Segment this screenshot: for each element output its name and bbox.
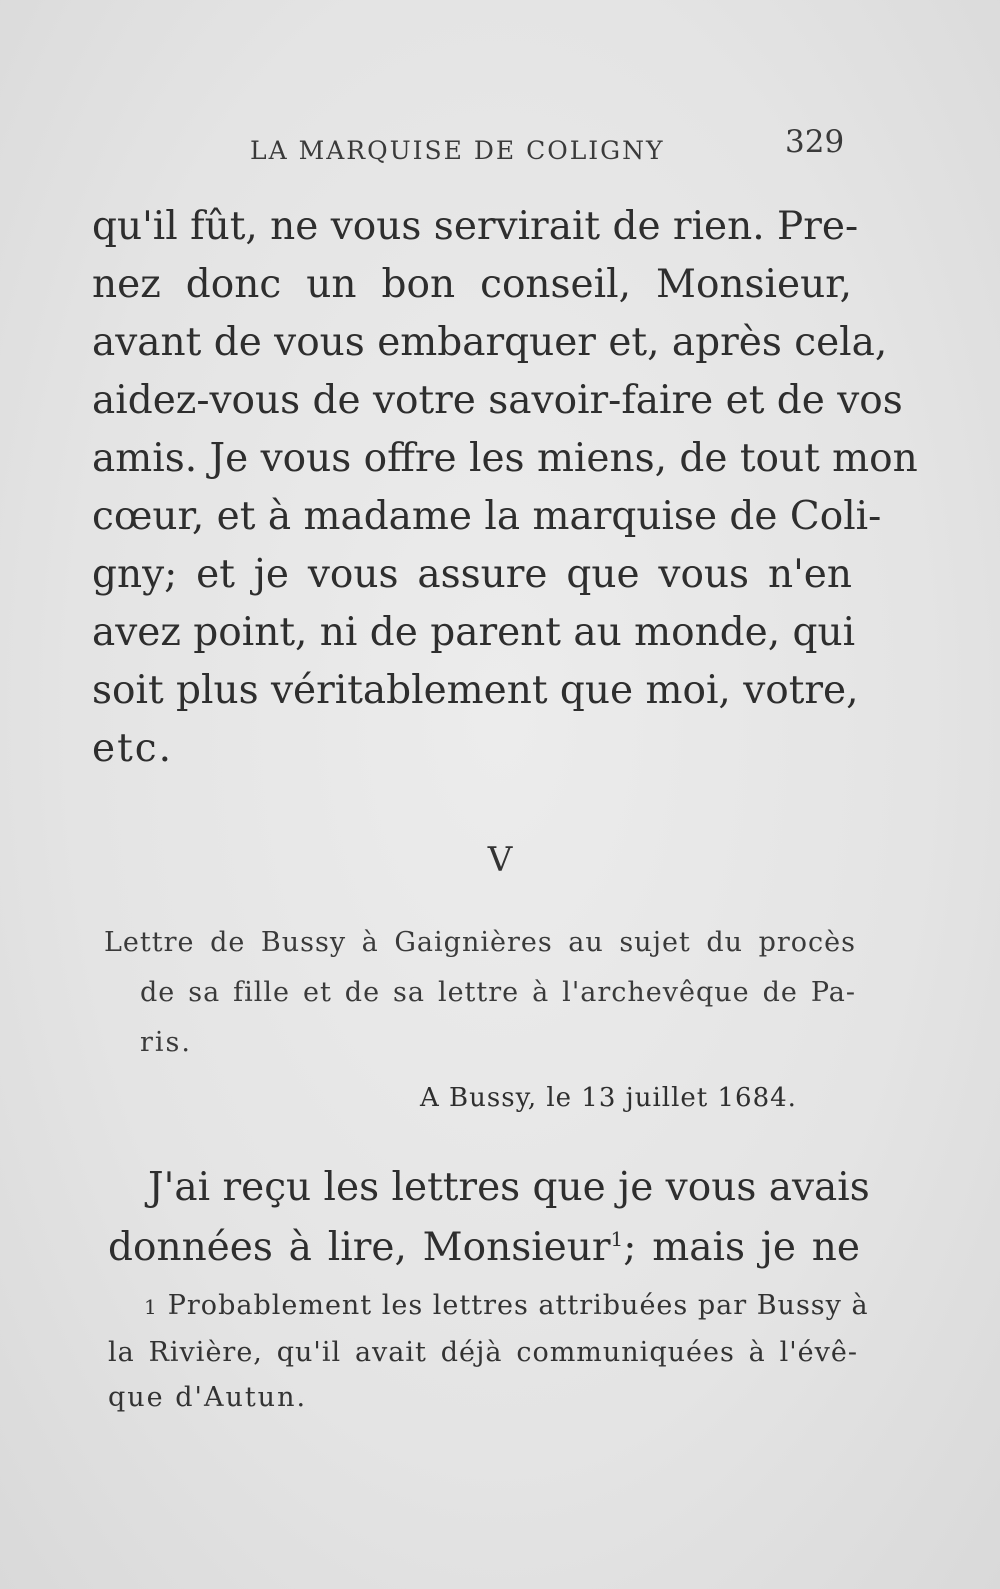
body-line: amis. Je vous offre les miens, de tout mon bbox=[92, 436, 918, 481]
letter-line-text: ; mais je ne bbox=[623, 1225, 860, 1270]
body-paragraph bbox=[92, 198, 918, 778]
footnote-reference: 1 bbox=[610, 1227, 624, 1251]
body-line: avez point, ni de parent au monde, qui bbox=[92, 610, 856, 655]
body-line: soit plus véritablement que moi, votre, bbox=[92, 668, 859, 713]
letter-line: J'ai reçu les lettres que je vous avais bbox=[148, 1165, 870, 1210]
footnote bbox=[108, 1283, 869, 1420]
footnote-line: la Rivière, qu'il avait déjà communiquées à l'évê- bbox=[108, 1337, 858, 1368]
letter-paragraph bbox=[108, 1158, 870, 1278]
body-line: nez donc un bon conseil, Monsieur, bbox=[92, 262, 852, 307]
letter-summary bbox=[104, 918, 856, 1068]
letter-line bbox=[108, 1218, 860, 1278]
body-line: cœur, et à madame la marquise de Coli- bbox=[92, 494, 882, 539]
summary-line: Lettre de Bussy à Gaignières au sujet du procès bbox=[104, 927, 856, 958]
letter-line-text: données à lire, Monsieur bbox=[108, 1225, 611, 1270]
summary-line: de sa fille et de sa lettre à l'archevêque de Pa- bbox=[140, 977, 856, 1008]
running-head: LA MARQUISE DE COLIGNY bbox=[250, 136, 665, 165]
body-line: etc. bbox=[92, 726, 173, 771]
footnote-line bbox=[108, 1283, 869, 1330]
footnote-number: 1 bbox=[144, 1295, 158, 1319]
footnote-text: Probablement les lettres attribuées par Bussy à bbox=[167, 1290, 869, 1321]
dateline: A Bussy, le 13 juillet 1684. bbox=[420, 1083, 797, 1113]
body-line: avant de vous embarquer et, après cela, bbox=[92, 320, 888, 365]
section-numeral: V bbox=[487, 840, 513, 880]
footnote-line: que d'Autun. bbox=[108, 1382, 308, 1413]
body-line: gny; et je vous assure que vous n'en bbox=[92, 552, 852, 597]
body-line: aidez-vous de votre savoir-faire et de vos bbox=[92, 378, 903, 423]
page-number: 329 bbox=[785, 124, 845, 160]
summary-line: ris. bbox=[140, 1027, 192, 1058]
body-line: qu'il fût, ne vous servirait de rien. Pre- bbox=[92, 204, 859, 249]
